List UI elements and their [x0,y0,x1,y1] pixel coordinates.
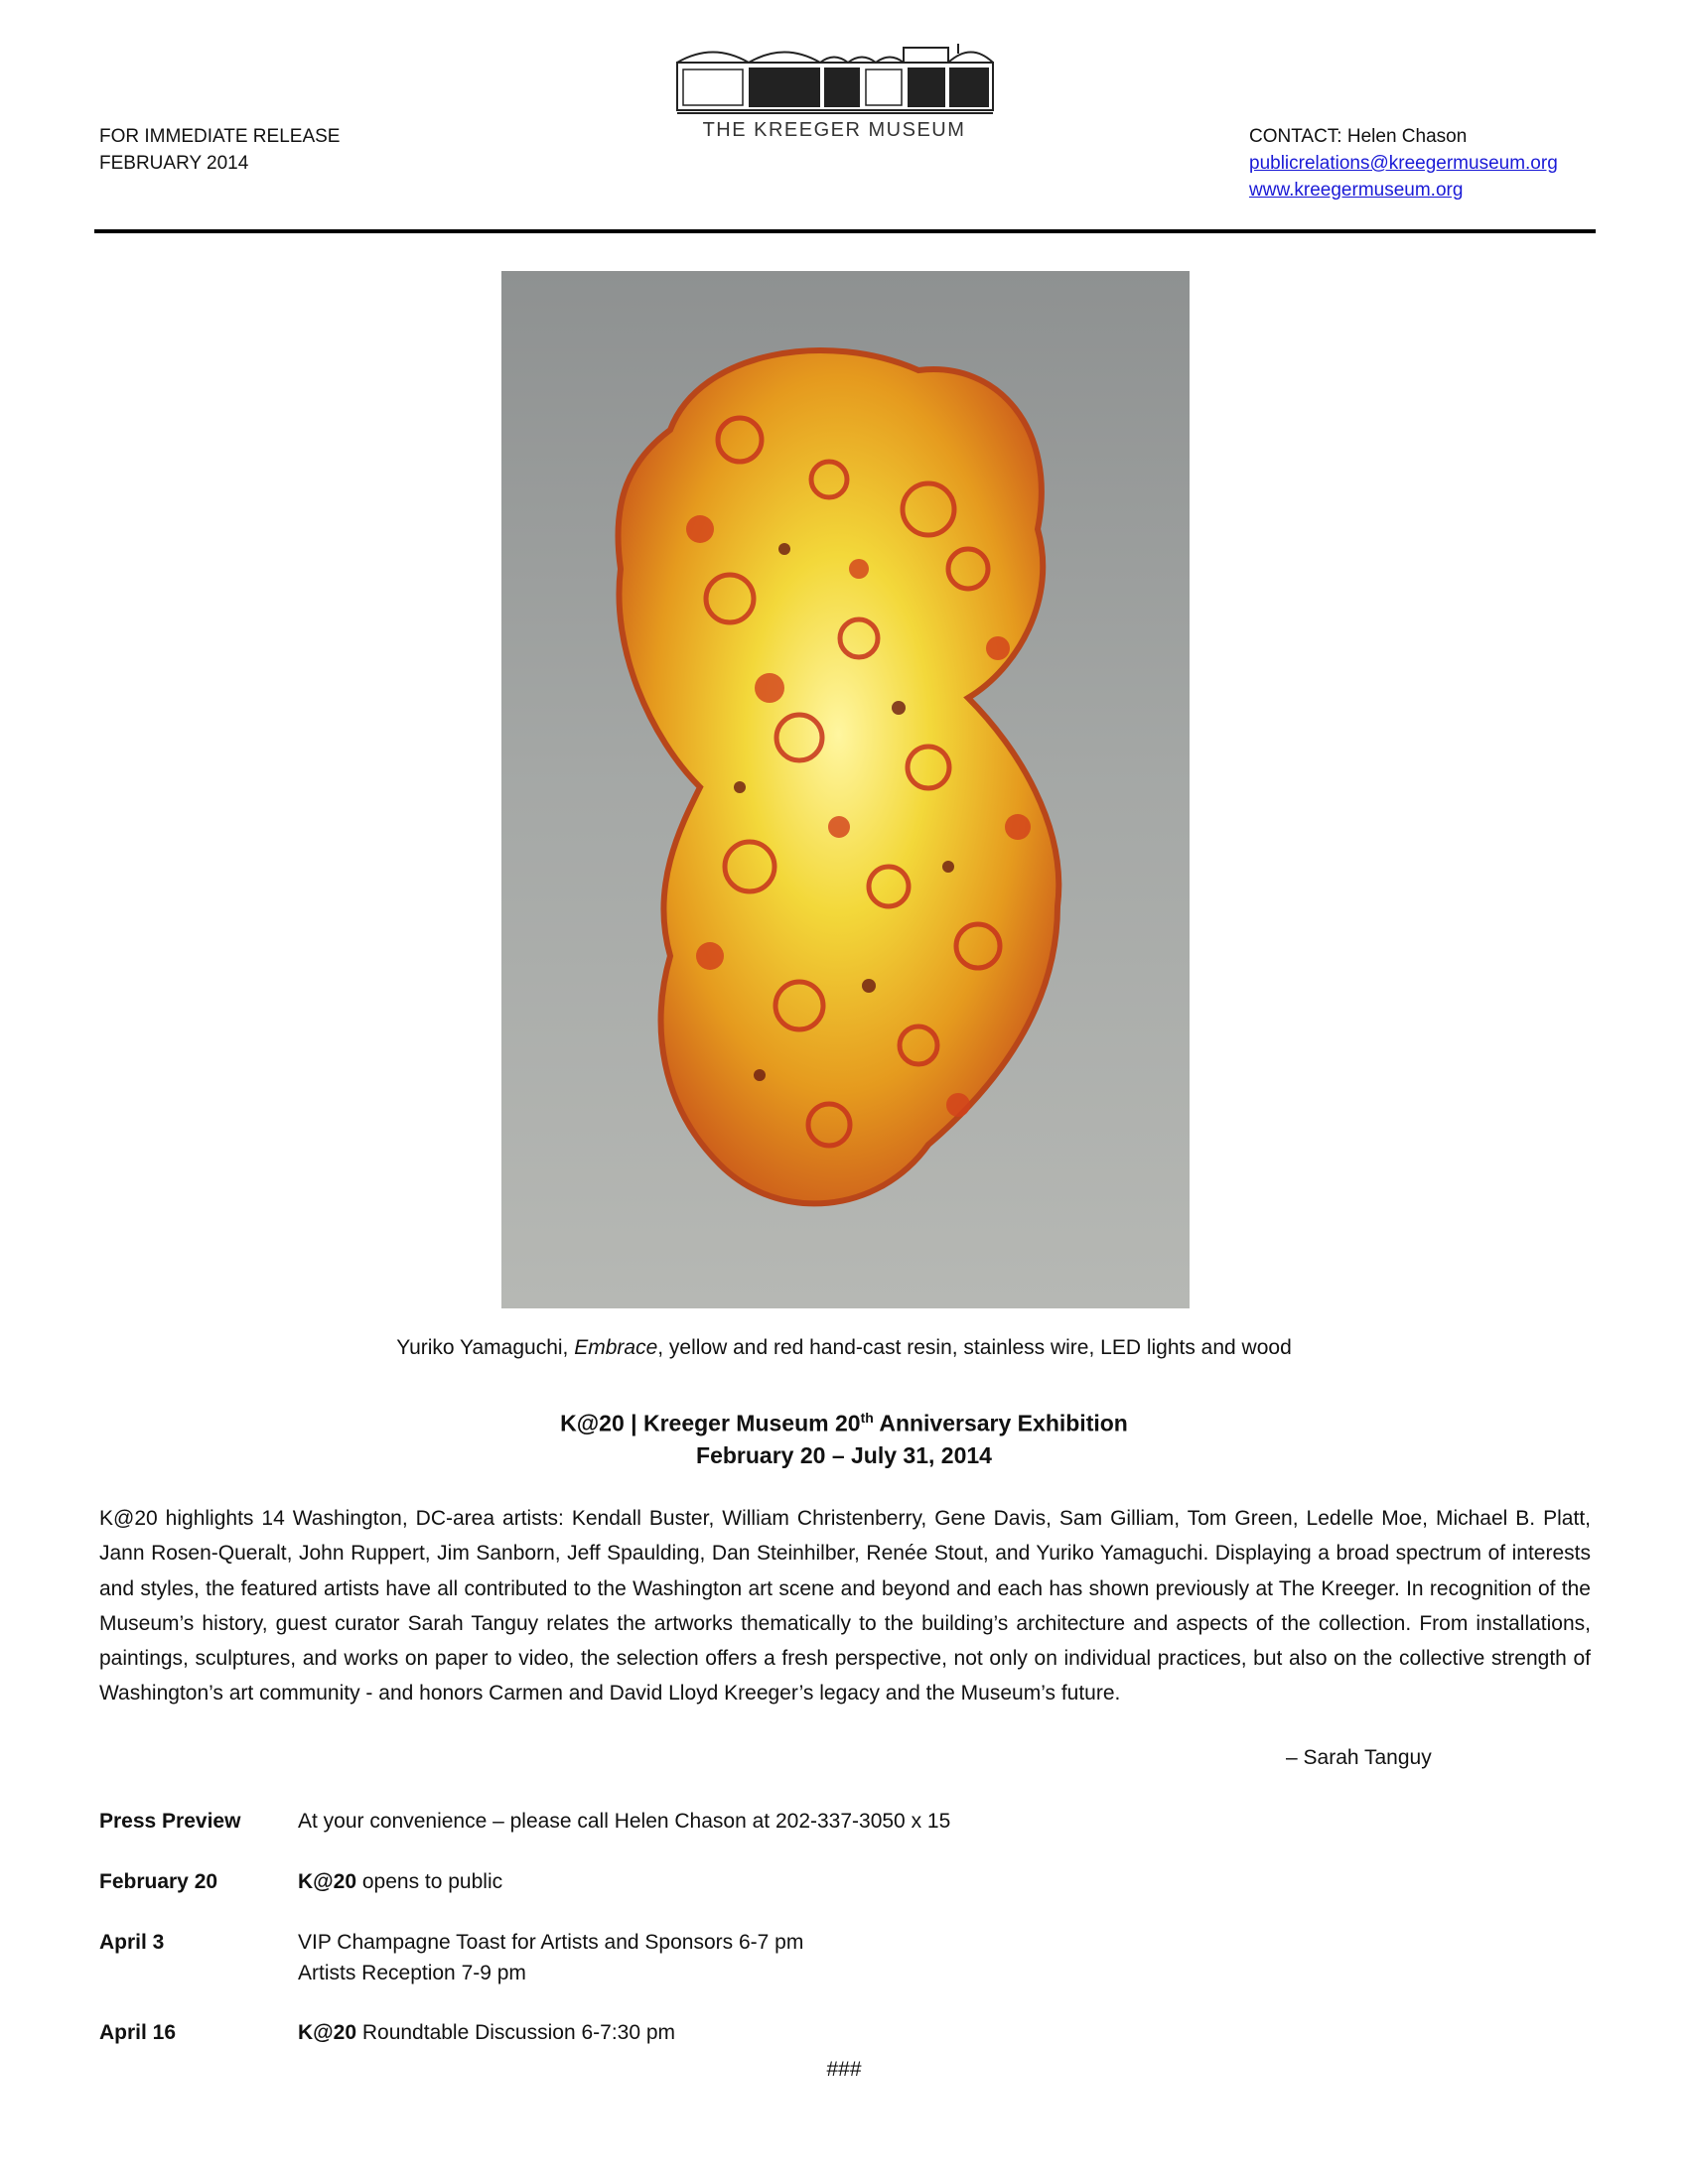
museum-logo-text: THE KREEGER MUSEUM [702,119,966,141]
caption-work-title: Embrace [574,1336,658,1359]
schedule-text: K@20 opens to public [298,1870,503,1893]
body-paragraph: K@20 highlights 14 Washington, DC-area artists: Kendall Buster, William Christenberry, Gene Davis, Sam Gilliam, Tom Green, Ledelle Moe, Michael B. Platt, Jann Rosen-Queralt, John Ruppert, Jim Sanborn, Jeff Spaulding, Dan Steinhilber, Renée Stout, and Yuriko Yamaguchi. Displaying a broad spectrum of interests and styles, the featured artists have all contributed to the Washington art scene and beyond and each has shown previously at The Kreeger. In recognition of the Museum’s history, guest curator Sarah Tanguy relates the artworks thematically to the building’s architecture and aspects of the collection. From installations, paintings, sculptures, and works on paper to video, the selection offers a fresh perspective, not only on individual practices, but also on the collective strength of Washington’s art community - and honors Carmen and David Lloyd Kreeger’s legacy and the Museum’s future. [99,1507,1591,1706]
schedule-label: April 16 [99,2021,177,2044]
release-info [99,123,340,177]
schedule-label: February 20 [99,1870,218,1893]
schedule-text: VIP Champagne Toast for Artists and Sponsors 6-7 pm Artists Reception 7-9 pm [298,1931,804,1984]
exhibition-title [0,1402,1688,1471]
museum-logo [675,38,1003,141]
schedule-text: K@20 Roundtable Discussion 6-7:30 pm [298,2021,676,2044]
schedule-text: At your convenience – please call Helen Chason at 202-337-3050 x 15 [298,1810,951,1833]
release-label: FOR IMMEDIATE RELEASE [99,126,341,147]
title-main: K@20 | Kreeger Museum 20 [560,1410,861,1436]
artwork-caption [0,1336,1688,1360]
museum-building-icon [675,38,1003,117]
contact-name: CONTACT: Helen Chason [1249,126,1468,147]
signature: – Sarah Tanguy [1286,1746,1432,1769]
schedule-label: April 3 [99,1931,165,1954]
schedule-label: Press Preview [99,1810,241,1833]
caption-artist: Yuriko Yamaguchi, [396,1336,575,1359]
header-divider [94,229,1596,233]
website-link[interactable]: www.kreegermuseum.org [1249,180,1464,201]
exhibition-dates: February 20 – July 31, 2014 [696,1441,992,1468]
title-rest: Anniversary Exhibition [873,1410,1128,1436]
contact-info [1249,123,1558,204]
title-superscript: th [860,1410,874,1426]
artwork-photo [501,271,1190,1308]
caption-materials: , yellow and red hand-cast resin, stainless wire, LED lights and wood [657,1336,1292,1359]
contact-email-link[interactable]: publicrelations@kreegermuseum.org [1249,153,1558,174]
release-date: FEBRUARY 2014 [99,153,249,174]
end-mark: ### [826,2058,862,2081]
